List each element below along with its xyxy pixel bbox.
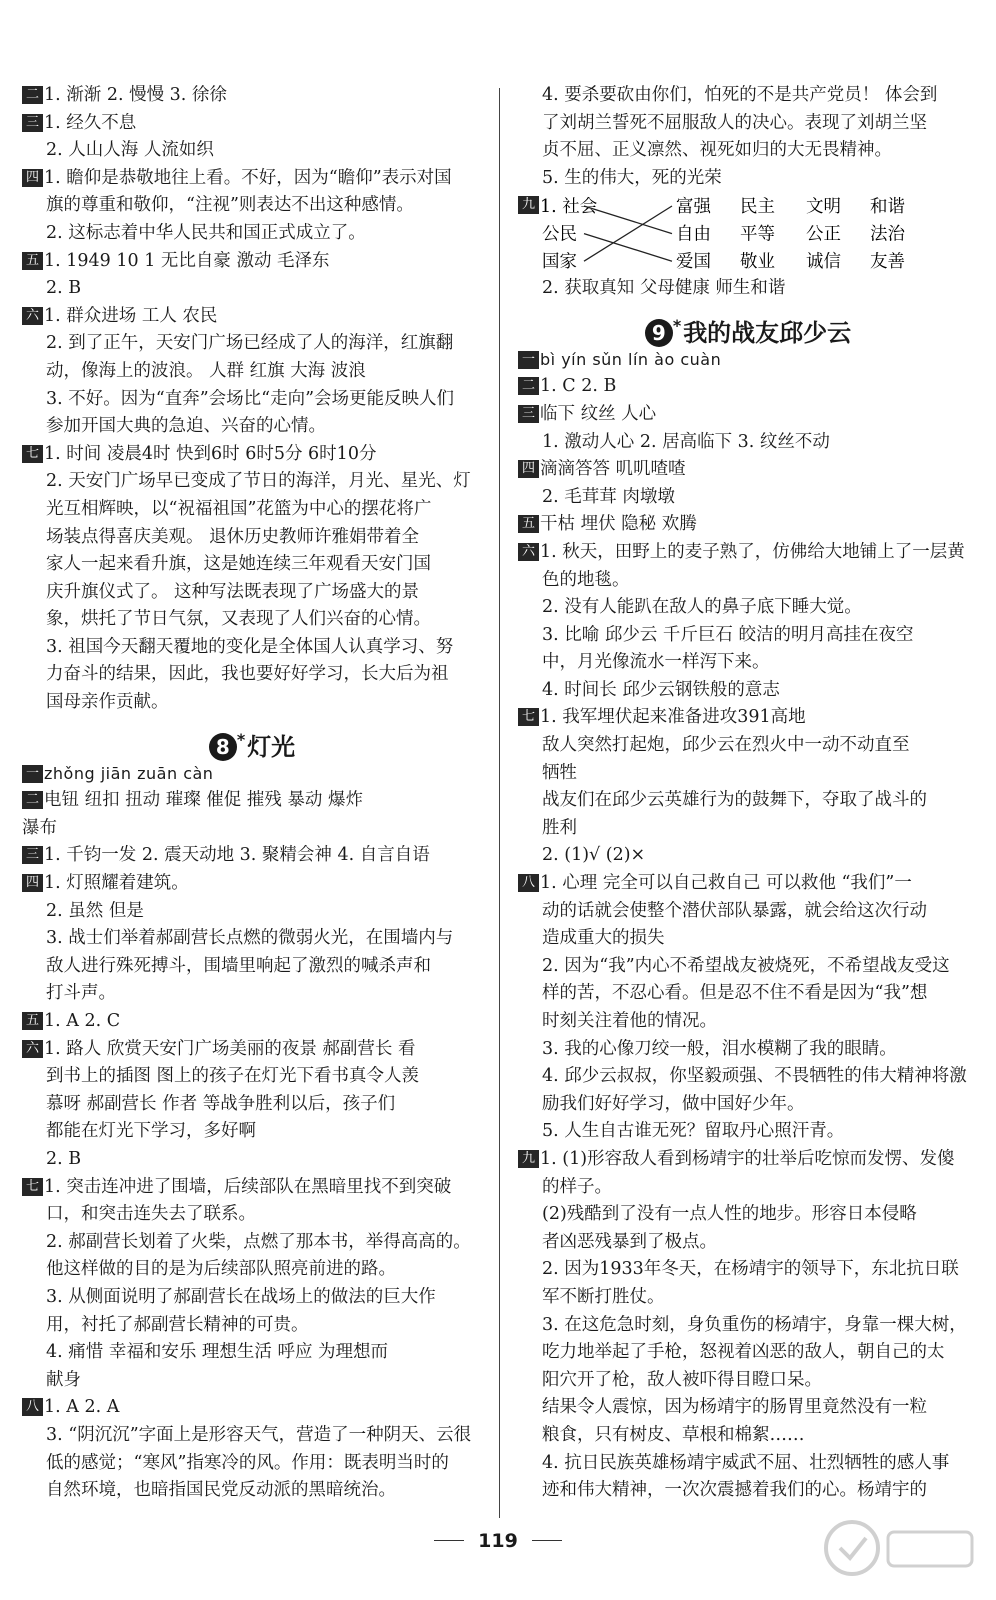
- answer-line: [518, 980, 978, 1008]
- answer-line: [518, 373, 978, 401]
- section-title: [518, 309, 978, 347]
- answer-text: 样的苦，不忍心看。但是忍不住不看是因为“我”想: [542, 983, 928, 1004]
- question-badge: 四: [22, 169, 43, 187]
- answer-line: [22, 192, 482, 220]
- answer-line: [22, 661, 482, 689]
- answer-line: [518, 622, 978, 650]
- answer-text: 干枯 埋伏 隐秘 欢腾: [540, 514, 697, 535]
- answer-line: [22, 441, 482, 469]
- section-title-text: 我的战友邱少云: [683, 318, 852, 347]
- answer-text: 5. 人生自古谁无死？留取丹心照汗青。: [542, 1121, 845, 1142]
- answer-line: [22, 689, 482, 717]
- pinyin-answer: bì yín sǔn lín ào cuàn: [540, 349, 722, 369]
- answer-line: [518, 567, 978, 595]
- answer-text: 1. 1949 10 1 无比自豪 激动 毛泽东: [44, 250, 330, 271]
- answer-text: 他这样做的目的是为后续部队照亮前进的路。: [46, 1259, 396, 1280]
- answer-text: 牺牲: [542, 762, 577, 783]
- answer-text: 3. 战士们举着郝副营长点燃的微弱火光，在围墙内与: [46, 928, 454, 949]
- answer-line: [22, 496, 482, 524]
- answer-line: [518, 484, 978, 512]
- question-badge: 二: [22, 791, 43, 809]
- answer-line: [518, 1312, 978, 1340]
- answer-line: [518, 760, 978, 788]
- answer-line: [518, 1174, 978, 1202]
- answer-text: 庆升旗仪式了。 这种写法既表现了广场盛大的景: [46, 581, 420, 602]
- matching-value-word: 诚信: [806, 252, 841, 273]
- matching-value-word: 爱国: [676, 252, 711, 273]
- answer-text: 2. 天安门广场早已变成了节日的海洋，月光、星光、灯: [46, 471, 471, 492]
- matching-value-word: 富强: [676, 197, 711, 218]
- answer-line: [22, 1284, 482, 1312]
- matching-left-term: 公民: [542, 224, 577, 245]
- answer-text: 励我们好好学习，做中国好少年。: [542, 1093, 805, 1114]
- answer-line: [22, 358, 482, 386]
- question-badge: 六: [518, 543, 539, 561]
- answer-line: [518, 1201, 978, 1229]
- answer-line: [518, 1008, 978, 1036]
- answer-line: [22, 1394, 482, 1422]
- answer-line: [22, 1422, 482, 1450]
- answer-text: 1. 时间 凌晨4时 快到6时 6时5分 6时10分: [44, 443, 377, 464]
- answer-text: 2. 毛茸茸 肉墩墩: [542, 486, 675, 507]
- question-badge: 七: [22, 1178, 43, 1196]
- page-number: 119: [478, 1530, 518, 1552]
- answer-text: 敌人突然打起炮，邱少云在烈火中一动不动直至: [542, 735, 910, 756]
- answer-text: 4. 邱少云叔叔，你坚毅顽强、不畏牺牲的伟大精神将激: [542, 1066, 967, 1087]
- answer-line: [518, 456, 978, 484]
- matching-value-word: 敬业: [740, 252, 775, 273]
- answer-line: [518, 1256, 978, 1284]
- answer-line: [22, 1256, 482, 1284]
- question-badge: 三: [22, 114, 43, 132]
- right-column: [518, 82, 978, 1505]
- answer-line: [518, 1450, 978, 1478]
- answer-line: [518, 704, 978, 732]
- matching-value-word: 文明: [806, 197, 841, 218]
- answer-line: [518, 1339, 978, 1367]
- matching-value-word: 公正: [806, 224, 841, 245]
- matching-lines: [518, 192, 978, 274]
- answer-text: 3. 在这危急时刻，身负重伤的杨靖宇，身靠一棵大树，: [542, 1314, 967, 1335]
- answer-line: [518, 511, 978, 539]
- matching-value-word: 民主: [740, 197, 775, 218]
- section-number: 9: [645, 319, 673, 347]
- answer-line: [22, 1339, 482, 1367]
- answer-line: [22, 551, 482, 579]
- answer-text: 2. 郝副营长划着了火柴，点燃了那本书，举得高高的。: [46, 1231, 471, 1252]
- answer-text: 中，月光像流水一样泻下来。: [542, 652, 770, 673]
- answer-line: [518, 898, 978, 926]
- answer-line: [518, 842, 978, 870]
- answer-text: 1. 我军埋伏起来准备进攻391高地: [540, 707, 806, 728]
- answer-line: [518, 1229, 978, 1257]
- answer-text: 贞不屈、正义凛然、视死如归的大无畏精神。: [542, 140, 892, 161]
- answer-text: 1. 经久不息: [44, 112, 137, 133]
- answer-line: [518, 539, 978, 567]
- question-badge: 三: [22, 846, 43, 864]
- question-badge: 七: [22, 445, 43, 463]
- answer-text: 1. C 2. B: [540, 376, 617, 397]
- matching-line: [584, 206, 672, 234]
- answer-text: 1. A 2. C: [44, 1011, 121, 1031]
- answer-text: 力奋斗的结果，因此，我也要好好学习，长大后为祖: [46, 664, 449, 685]
- answer-line: [22, 248, 482, 276]
- section-star: *: [236, 729, 246, 749]
- answer-text: 都能在灯光下学习，多好啊: [46, 1121, 256, 1142]
- answer-text: 电钮 纽扣 扭动 璀璨 催促 摧残 暴动 爆炸: [44, 790, 363, 811]
- question-badge: 八: [22, 1398, 43, 1416]
- matching-exercise: [518, 192, 978, 275]
- answer-line: [22, 275, 482, 303]
- answer-text: 低的感觉；“寒风”指寒冷的风。作用：既表明当时的: [46, 1452, 449, 1473]
- answer-line: [22, 760, 482, 788]
- answer-line: [22, 842, 482, 870]
- answer-text: 国母亲作贡献。: [46, 692, 169, 713]
- answer-line: [22, 953, 482, 981]
- answer-text: 4. 时间长 邱少云钢铁般的意志: [542, 679, 780, 700]
- answer-text: 家人一起来看升旗，这是她连续三年观看天安门国: [46, 554, 431, 575]
- answer-text: 5. 生的伟大，死的光荣: [542, 167, 722, 188]
- section-title: [22, 723, 482, 761]
- answer-line: [22, 1174, 482, 1202]
- answer-text: 慕呀 郝副营长 作者 等战争胜利以后，孩子们: [46, 1093, 396, 1114]
- answer-text: 光互相辉映，以“祝福祖国”花篮为中心的摆花将广: [46, 498, 432, 519]
- answer-text: 瀑布: [22, 817, 57, 838]
- matching-line: [584, 234, 672, 262]
- answer-text: 结果令人震惊，因为杨靖宇的肠胃里竟然没有一粒: [542, 1397, 927, 1418]
- answer-text: 1. 心理 完全可以自己救自己 可以救他 “我们”一: [540, 873, 912, 894]
- answer-line: [22, 468, 482, 496]
- pinyin-answer: zhǒng jiān zuān càn: [44, 763, 214, 783]
- answer-line: [22, 386, 482, 414]
- answer-text: 象，烘托了节日气氛，又表现了人们兴奋的心情。: [46, 609, 431, 630]
- answer-line: [22, 220, 482, 248]
- answer-text: 自然环境，也暗指国民党反动派的黑暗统治。: [46, 1480, 396, 1501]
- answer-text: 1. 路人 欣赏天安门广场美丽的夜景 郝副营长 看: [44, 1038, 416, 1059]
- answer-text: 1. 千钧一发 2. 震天动地 3. 聚精会神 4. 自言自语: [44, 845, 430, 866]
- answer-line: [22, 1229, 482, 1257]
- answer-text: 1. 激动人心 2. 居高临下 3. 纹丝不动: [542, 431, 830, 452]
- answer-text: 造成重大的损失: [542, 928, 665, 949]
- answer-text: 粮食，只有树皮、草根和棉絮……: [542, 1424, 805, 1445]
- section-number: 8: [209, 733, 237, 761]
- answer-line: [22, 413, 482, 441]
- answer-text: 4. 要杀要砍由你们，怕死的不是共产党员！ 体会到: [542, 85, 938, 105]
- matching-left-term: 1. 社会: [540, 197, 598, 218]
- section-title-text: 灯光: [247, 732, 296, 761]
- answer-text: 1. 瞻仰是恭敬地往上看。不好，因为“瞻仰”表示对国: [44, 167, 452, 188]
- answer-line: [518, 165, 978, 193]
- matching-left-term: 国家: [542, 252, 577, 273]
- answer-line: [518, 1146, 978, 1174]
- answer-line: [518, 401, 978, 429]
- answer-text: 3. 祖国今天翻天覆地的变化是全体国人认真学习、努: [46, 636, 454, 657]
- answer-line: [22, 165, 482, 193]
- answer-line: [22, 579, 482, 607]
- answer-text: 迹和伟大精神，一次次震撼着我们的心。杨靖宇的: [542, 1480, 927, 1501]
- answer-text: 时刻关注着他的情况。: [542, 1011, 717, 1032]
- answer-line: [22, 1036, 482, 1064]
- answer-text: 3. 从侧面说明了郝副营长在战场上的做法的巨大作: [46, 1286, 436, 1307]
- answer-line: [22, 1118, 482, 1146]
- answer-text: 2. 因为1933年冬天，在杨靖宇的领导下，东北抗日联: [542, 1259, 959, 1280]
- answer-text: 场装点得喜庆美观。 退休历史教师许雅娟带着全: [46, 526, 420, 547]
- answer-line: [22, 137, 482, 165]
- answer-line: [518, 429, 978, 457]
- question-badge: 五: [22, 252, 43, 270]
- answer-line: [518, 925, 978, 953]
- answer-text: 2. 到了正午，天安门广场已经成了人的海洋，红旗翻: [46, 333, 454, 354]
- question-badge: 四: [22, 874, 43, 892]
- answer-line: [22, 787, 482, 815]
- answer-line: [518, 870, 978, 898]
- answer-line: [518, 1118, 978, 1146]
- question-badge: 九: [518, 196, 539, 214]
- question-badge: 一: [518, 351, 539, 369]
- answer-text: 打斗声。: [46, 983, 116, 1004]
- answer-text: 2. 没有人能趴在敌人的鼻子底下睡大觉。: [542, 597, 862, 618]
- answer-text: 1. 秋天，田野上的麦子熟了，仿佛给大地铺上了一层黄: [540, 541, 965, 562]
- answer-text: 胜利: [542, 817, 577, 838]
- answer-text: 2. 获取真知 父母健康 师生和谐: [542, 278, 786, 299]
- answer-text: 3. “阴沉沉”字面上是形容天气，营造了一种阴天、云很: [46, 1424, 472, 1445]
- answer-line: [518, 1063, 978, 1091]
- answer-line: [518, 732, 978, 760]
- answer-line: [518, 1284, 978, 1312]
- matching-value-word: 自由: [676, 224, 711, 245]
- answer-text: 临下 纹丝 人心: [540, 403, 657, 424]
- answer-line: [518, 953, 978, 981]
- answer-text: 2. (1)√ (2)×: [542, 845, 646, 866]
- answer-line: [22, 110, 482, 138]
- answer-text: 敌人进行殊死搏斗，围墙里响起了激烈的喊杀声和: [46, 955, 431, 976]
- answer-line: [22, 634, 482, 662]
- answer-line: [22, 330, 482, 358]
- answer-text: 色的地毯。: [542, 569, 630, 590]
- question-badge: 六: [22, 1040, 43, 1058]
- answer-line: [22, 1450, 482, 1478]
- question-badge: 二: [518, 377, 539, 395]
- answer-text: 3. 不好。因为“直奔”会场比“走向”会场更能反映人们: [46, 388, 455, 409]
- answer-text: 4. 痛惜 幸福和安乐 理想生活 呼应 为理想而: [46, 1342, 389, 1363]
- answer-text: 1. 渐渐 2. 慢慢 3. 徐徐: [44, 85, 227, 105]
- matching-value-word: 法治: [870, 224, 905, 245]
- question-badge: 九: [518, 1150, 539, 1168]
- answer-line: [22, 815, 482, 843]
- answer-line: [22, 925, 482, 953]
- answer-line: [518, 815, 978, 843]
- answer-text: 战友们在邱少云英雄行为的鼓舞下，夺取了战斗的: [542, 790, 927, 811]
- answer-text: 动，像海上的波浪。 人群 红旗 大海 波浪: [46, 360, 366, 381]
- question-badge: 一: [22, 765, 43, 783]
- answer-text: 2. B: [46, 278, 82, 299]
- answer-text: 军不断打胜仗。: [542, 1286, 665, 1307]
- answer-text: 1. 群众进场 工人 农民: [44, 305, 218, 326]
- answer-line: [22, 898, 482, 926]
- answer-line: [518, 275, 978, 303]
- answer-text: 2. 这标志着中华人民共和国正式成立了。: [46, 222, 366, 243]
- question-badge: 四: [518, 460, 539, 478]
- answer-text: 用，衬托了郝副营长精神的可贵。: [46, 1314, 309, 1335]
- answer-line: [22, 1008, 482, 1036]
- answer-text: 口，和突击连失去了联系。: [46, 1204, 256, 1225]
- watermark-logo: [822, 1508, 982, 1594]
- answer-line: [518, 1422, 978, 1450]
- question-badge: 五: [22, 1012, 43, 1030]
- answer-line: [518, 1036, 978, 1064]
- answer-text: (2)残酷到了没有一点人性的地步。形容日本侵略: [542, 1204, 917, 1225]
- answer-text: 2. 因为“我”内心不希望战友被烧死，不希望战友受这: [542, 955, 950, 976]
- answer-text: 到书上的插图 图上的孩子在灯光下看书真令人羡: [46, 1066, 420, 1087]
- answer-line: [518, 1091, 978, 1119]
- answer-line: [518, 346, 978, 374]
- answer-text: 3. 比喻 邱少云 千斤巨石 皎洁的明月高挂在夜空: [542, 624, 914, 645]
- answer-line: [518, 1367, 978, 1395]
- answer-line: [22, 524, 482, 552]
- answer-text: 吃力地举起了手枪，怒视着凶恶的敌人，朝自己的太: [542, 1342, 945, 1363]
- answer-text: 旗的尊重和敬仰，“注视”则表达不出这种感情。: [46, 195, 414, 216]
- answer-line: [22, 303, 482, 331]
- question-badge: 八: [518, 874, 539, 892]
- answer-line: [22, 1477, 482, 1505]
- answer-text: 1. 灯照耀着建筑。: [44, 873, 189, 894]
- answer-text: 阳穴开了枪，敌人被吓得目瞪口呆。: [542, 1369, 822, 1390]
- answer-text: 3. 我的心像刀绞一般，泪水模糊了我的眼睛。: [542, 1038, 897, 1059]
- answer-line: [518, 787, 978, 815]
- answer-text: 1. A 2. A: [44, 1397, 120, 1418]
- question-badge: 三: [518, 405, 539, 423]
- answer-text: 1. 突击连冲进了围墙，后续部队在黑暗里找不到突破: [44, 1176, 452, 1197]
- question-badge: 五: [518, 515, 539, 533]
- answer-text: 1. (1)形容敌人看到杨靖宇的壮举后吃惊而发愣、发傻: [540, 1148, 955, 1169]
- matching-value-word: 友善: [870, 252, 905, 273]
- answer-text: 动的话就会使整个潜伏部队暴露，就会给这次行动: [542, 900, 927, 921]
- question-badge: 六: [22, 307, 43, 325]
- answer-line: [22, 82, 482, 110]
- answer-line: [22, 1091, 482, 1119]
- section-star: *: [672, 315, 682, 335]
- answer-line: [22, 606, 482, 634]
- answer-text: 了刘胡兰誓死不屈服敌人的决心。表现了刘胡兰坚: [542, 112, 927, 133]
- answer-line: [22, 1063, 482, 1091]
- answer-line: [22, 1201, 482, 1229]
- left-column: [22, 82, 482, 1505]
- answer-line: [518, 649, 978, 677]
- answer-line: [22, 980, 482, 1008]
- answer-text: 的样子。: [542, 1176, 612, 1197]
- question-badge: 七: [518, 708, 539, 726]
- question-badge: 二: [22, 86, 43, 104]
- answer-text: 2. 虽然 但是: [46, 900, 144, 921]
- answer-line: [518, 1477, 978, 1505]
- answer-line: [518, 82, 978, 110]
- answer-line: [22, 1312, 482, 1340]
- answer-line: [22, 1367, 482, 1395]
- answer-text: 献身: [46, 1369, 81, 1390]
- answer-text: 参加开国大典的急迫、兴奋的心情。: [46, 416, 326, 437]
- answer-line: [518, 594, 978, 622]
- answer-text: 滴滴答答 叽叽喳喳: [540, 459, 686, 480]
- answer-line: [22, 1146, 482, 1174]
- answer-text: 2. 人山人海 人流如织: [46, 140, 214, 161]
- answer-line: [518, 110, 978, 138]
- answer-line: [518, 677, 978, 705]
- matching-value-word: 平等: [740, 224, 775, 245]
- answer-line: [518, 137, 978, 165]
- answer-text: 者凶恶残暴到了极点。: [542, 1231, 717, 1252]
- answer-text: 2. B: [46, 1148, 82, 1169]
- answer-text: 4. 抗日民族英雄杨靖宇威武不屈、壮烈牺牲的感人事: [542, 1452, 950, 1473]
- answer-line: [22, 870, 482, 898]
- answer-line: [518, 1394, 978, 1422]
- matching-value-word: 和谐: [870, 197, 905, 218]
- column-divider: [499, 88, 500, 1518]
